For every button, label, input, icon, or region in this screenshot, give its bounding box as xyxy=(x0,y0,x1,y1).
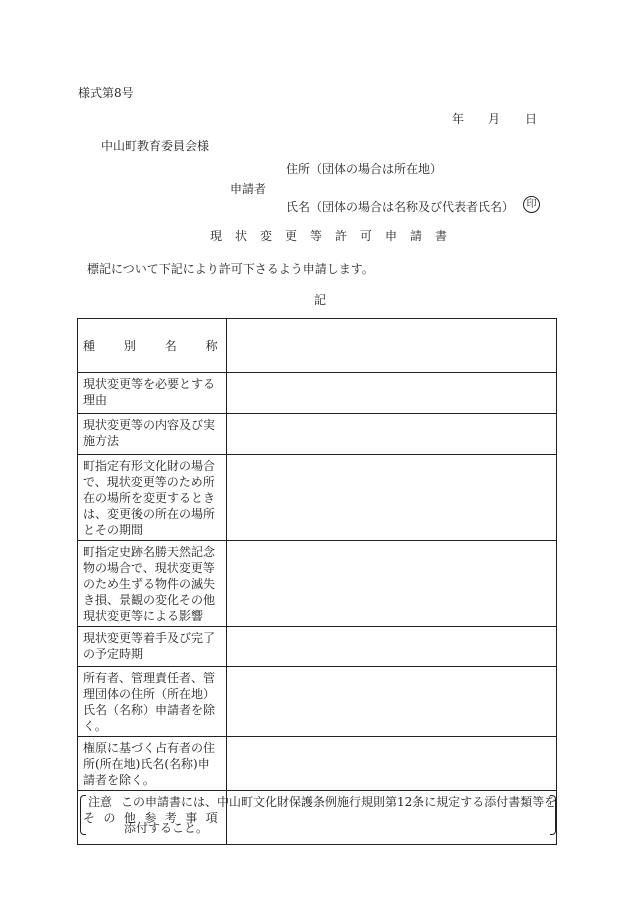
row-value-historic-site[interactable] xyxy=(226,541,556,627)
addressee: 中山町教育委員会様 xyxy=(101,139,210,153)
row-label-occupant: 権原に基づく占有者の住 所(所在地)氏名(名称)申 請者を除く。 xyxy=(78,737,227,791)
note-block xyxy=(80,793,556,835)
left-bracket xyxy=(80,795,86,835)
form-number: 様式第8号 xyxy=(78,86,134,100)
row-label-historic-site: 町指定史跡名勝天然記念 物の場合で、現状変更等 のため生ずる物件の滅失 き損、景観の変化その他 現状変更等による影響 xyxy=(78,541,227,627)
label-char: 名 xyxy=(164,339,177,353)
label-char: 別 xyxy=(123,339,136,353)
date-day: 日 xyxy=(525,112,538,126)
application-table xyxy=(77,318,557,845)
label-char: の xyxy=(103,811,116,825)
applicant-label: 申請者 xyxy=(230,182,267,196)
row-label-reason: 現状変更等を必要とする 理由 xyxy=(78,373,227,414)
table-row xyxy=(78,541,557,627)
applicant-address-label: 住所（団体の場合は所在地） xyxy=(286,162,443,176)
table-row xyxy=(78,319,557,373)
table-row xyxy=(78,414,557,455)
row-value-category[interactable] xyxy=(226,319,556,373)
row-value-occupant[interactable] xyxy=(226,737,556,791)
label-char: 事 xyxy=(185,811,198,825)
label-char: そ xyxy=(83,811,96,825)
label-char: 項 xyxy=(205,811,218,825)
label-char: 種 xyxy=(83,339,96,353)
date-year: 年 xyxy=(452,112,465,126)
row-value-content-method[interactable] xyxy=(226,414,556,455)
row-label-category xyxy=(78,319,227,373)
note-line-2: 添付すること。 xyxy=(124,821,209,835)
row-label-tangible-property: 町指定有形文化財の場合 で、現状変更等のため所 在の場所を変更するとき は、変更後の所在の場所 とその期間 xyxy=(78,455,227,541)
row-value-tangible-property[interactable] xyxy=(226,455,556,541)
date-month: 月 xyxy=(488,112,501,126)
label-char: 考 xyxy=(164,811,177,825)
note-line-1 xyxy=(88,793,556,810)
table-row xyxy=(78,373,557,414)
note-label: 注意 xyxy=(88,795,113,809)
applicant-name-label: 氏名（団体の場合は名称及び代表者氏名） xyxy=(286,200,515,214)
document-title: 現状変更等許可申請書 xyxy=(210,229,461,243)
table-row xyxy=(78,455,557,541)
seal-mark: 印 xyxy=(523,196,540,213)
date-line xyxy=(452,110,537,127)
label-char: 称 xyxy=(205,339,218,353)
row-label-owner: 所有者、管理責任者、管 理団体の住所（所在地） 氏名（名称）申請者を除 く。 xyxy=(78,667,227,737)
label-char: 参 xyxy=(144,811,157,825)
intro-text: 標記について下記により許可下さるよう申請します。 xyxy=(87,262,374,276)
row-value-owner[interactable] xyxy=(226,667,556,737)
label-char: 他 xyxy=(123,811,136,825)
row-label-content-method: 現状変更等の内容及び実 施方法 xyxy=(78,414,227,455)
table-row xyxy=(78,667,557,737)
row-label-schedule: 現状変更等着手及び完了 の予定時期 xyxy=(78,627,227,667)
table-row xyxy=(78,627,557,667)
table-row xyxy=(78,737,557,791)
ki-heading: 記 xyxy=(314,293,327,307)
note-text-1: この申請書には、中山町文化財保護条例施行規則第12条に規定する添付書類等を xyxy=(121,795,557,809)
row-value-reason[interactable] xyxy=(226,373,556,414)
row-value-schedule[interactable] xyxy=(226,627,556,667)
